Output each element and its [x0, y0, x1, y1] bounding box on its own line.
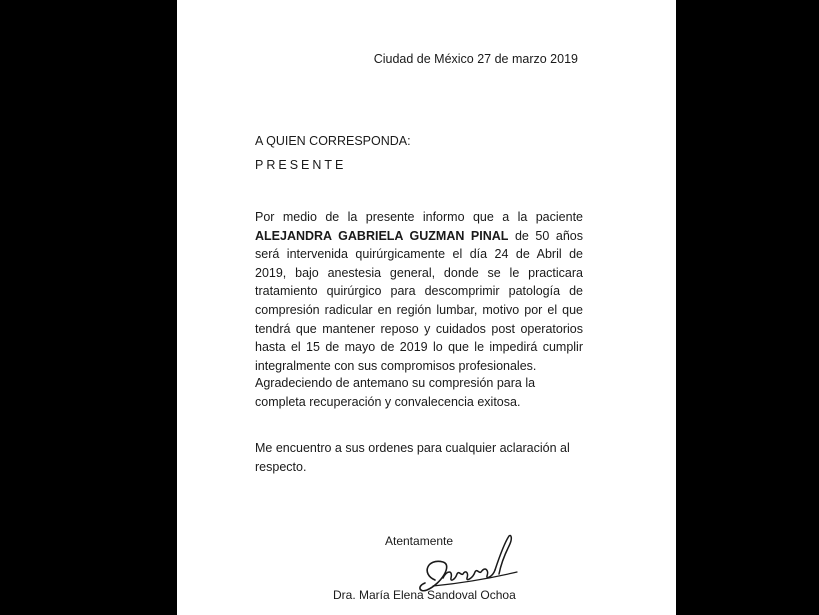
- signer-name: Dra. María Elena Sandoval Ochoa: [333, 588, 516, 602]
- salutation: A QUIEN CORRESPONDA:: [255, 134, 411, 148]
- paragraph-1-rest: de 50 años será intervenida quirúrgicamente el día 24 de Abril de 2019, bajo anestesia general, donde se le practicara tratamiento quirúrgico para descomprimir patología de compresión radicular en región lumbar, motivo por el que tendrá que mantener reposo y cuidados post operatorios hasta el 15 de mayo de 2019 lo que le impedirá cumplir integralmente con sus compromisos profesionales.: [255, 228, 583, 373]
- patient-name: ALEJANDRA GABRIELA GUZMAN PINAL: [255, 228, 509, 243]
- paragraph-1-intro: Por medio de la presente informo que a la paciente: [255, 210, 583, 224]
- body-paragraph-3: Me encuentro a sus ordenes para cualquier aclaración al respecto.: [255, 441, 570, 474]
- letter-date: Ciudad de México 27 de marzo 2019: [373, 52, 578, 66]
- body-paragraph-1: [255, 208, 583, 375]
- body-paragraph-2: Agradeciendo de antemano su compresión para la completa recuperación y convalecencia exitosa.: [255, 376, 536, 409]
- letter-page: [177, 0, 676, 615]
- closing: Atentamente: [385, 534, 454, 548]
- presente-heading: PRESENTE: [255, 158, 347, 172]
